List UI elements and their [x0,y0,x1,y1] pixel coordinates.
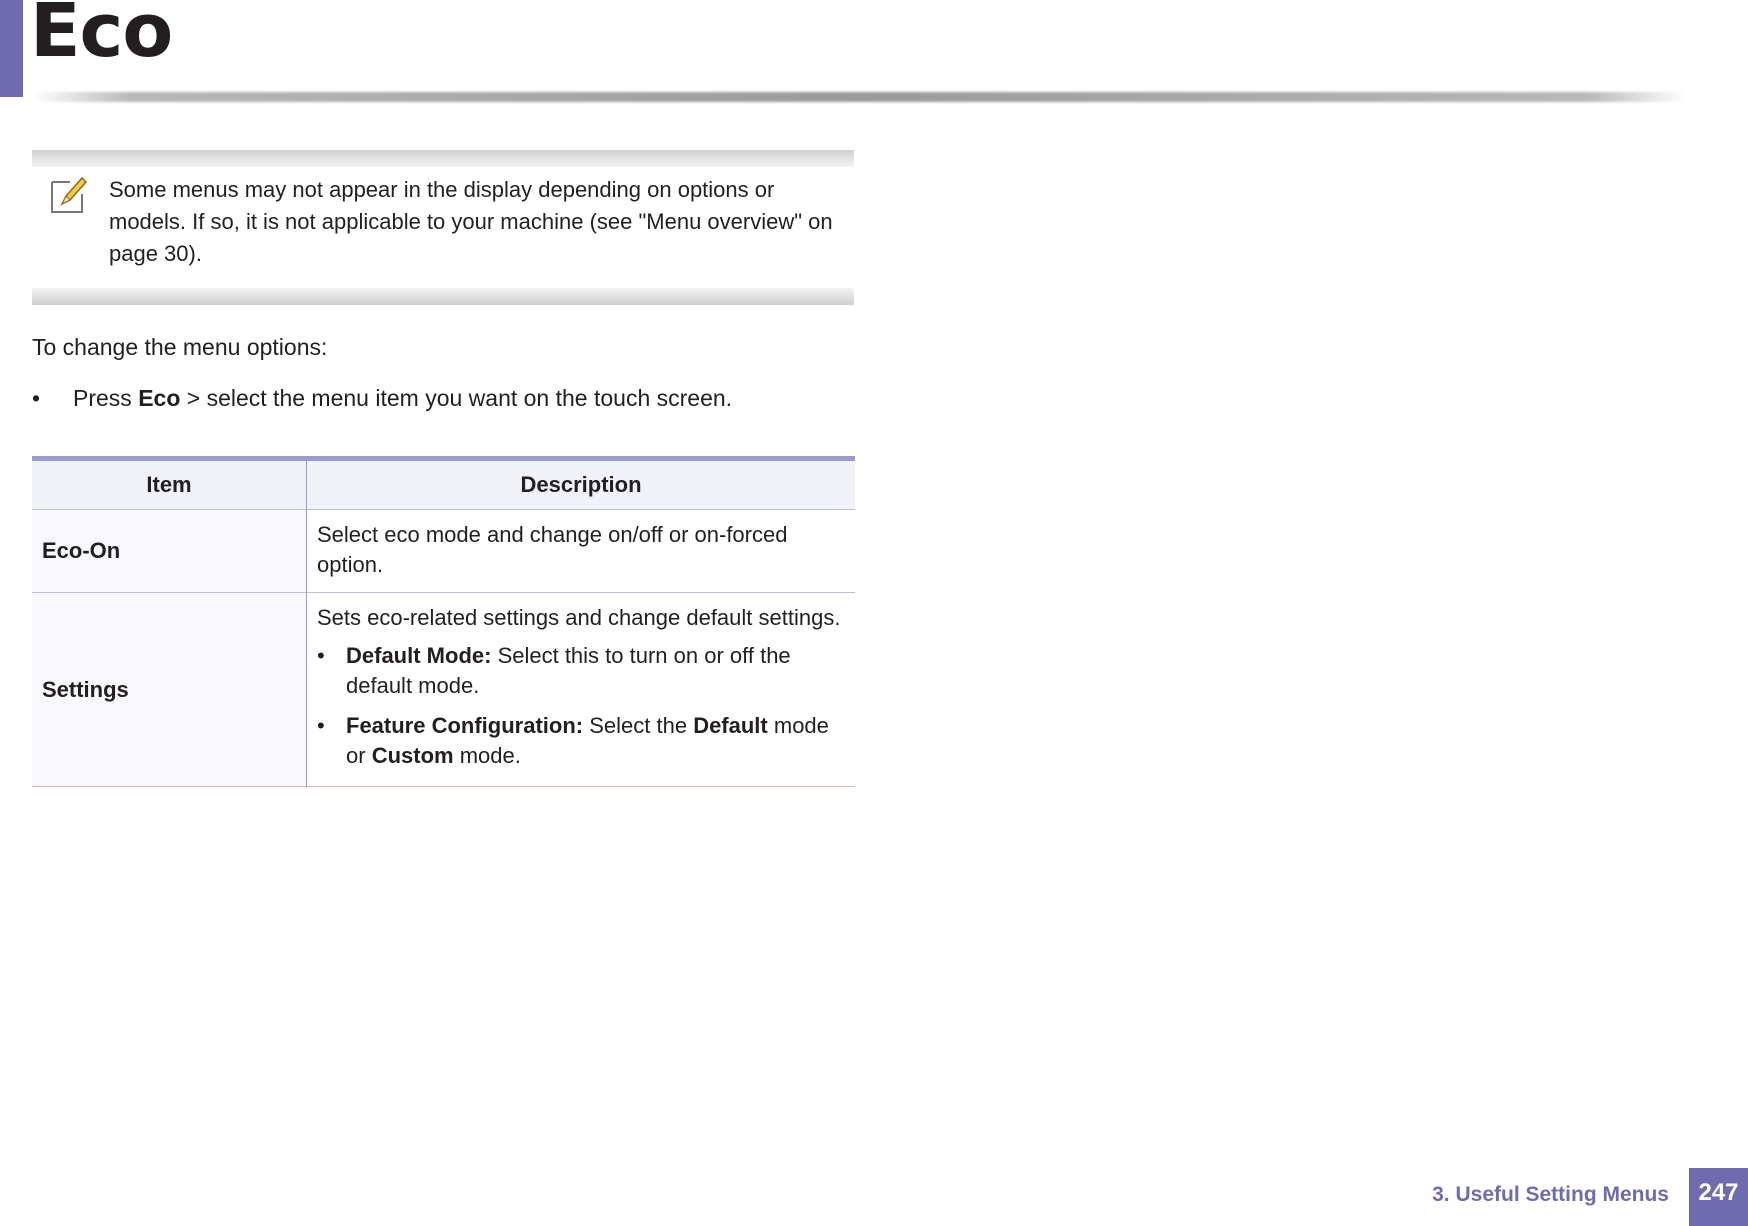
title-accent-bar [0,0,23,97]
feature-config-label: Feature Configuration: [346,713,584,738]
bullet-marker: • [317,643,325,668]
row-description-eco-on: Select eco mode and change on/off or on-forced option. [317,522,788,577]
row-item-eco-on: Eco-On [32,510,307,593]
list-item [317,641,845,701]
default-mode-text: Select this to turn on or off the default mode. [346,643,791,698]
note-bottom-border [32,288,854,305]
feature-config-custom: Custom [371,743,454,768]
table-header-row [32,459,855,510]
bullet-marker: • [32,385,41,411]
settings-description: Sets eco-related settings and change default settings. [317,605,841,630]
header-item: Item [32,459,307,510]
feature-config-text-3: mode. [453,743,521,768]
intro-text: To change the menu options: [32,334,328,360]
instruction-pre: Press [73,385,139,411]
note-pencil-icon [48,174,90,216]
feature-config-default: Default [693,713,768,738]
note-text: Some menus may not appear in the display depending on options or models. If so, it is not applicable to your machine (see "Menu overview" on page 30). [109,177,833,266]
feature-config-text-1: Select the [583,713,694,738]
feature-config-text-2: mode or [346,713,829,768]
note-top-border [32,150,854,167]
bullet-marker: • [317,713,325,738]
page-title: Eco [30,0,173,74]
row-item-settings: Settings [32,593,307,787]
eco-menu-table [32,456,855,787]
instruction-post: > select the menu item you want on the touch screen. [180,385,733,411]
title-divider [32,92,1686,102]
page-number: 247 [1689,1168,1748,1226]
footer-section-label: 3. Useful Setting Menus [1432,1183,1669,1206]
instruction-eco-label: Eco [138,385,181,411]
list-item [317,711,845,771]
default-mode-label: Default Mode: [346,643,492,668]
row-description-settings [307,593,856,787]
table-row [32,593,855,787]
settings-bullet-list [317,641,845,771]
header-description: Description [520,472,642,497]
table-row [32,510,855,593]
instruction-bullet [32,385,732,412]
